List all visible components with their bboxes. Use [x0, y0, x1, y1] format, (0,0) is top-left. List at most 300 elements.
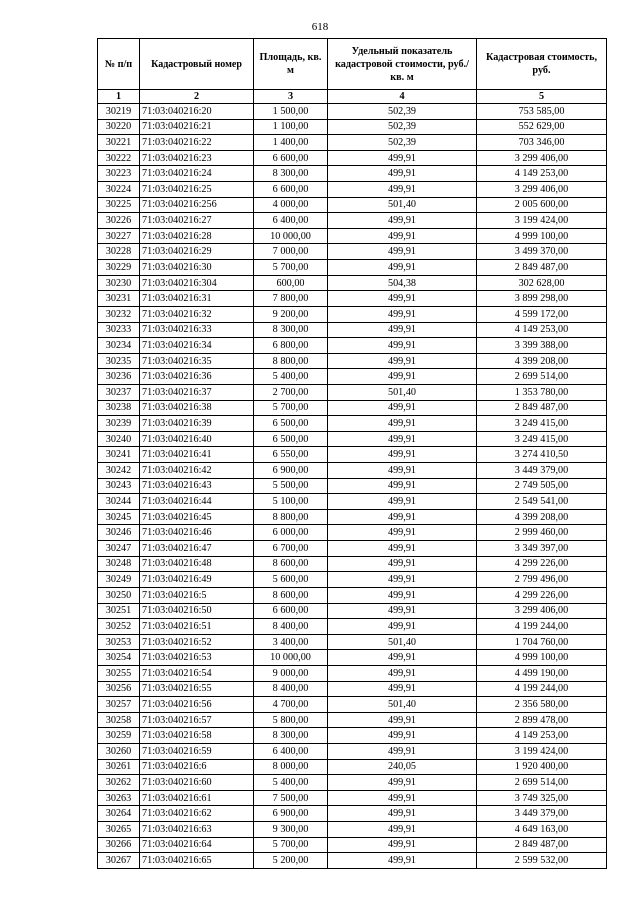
cadastral-value: 3 299 406,00 — [477, 603, 607, 619]
area: 9 000,00 — [254, 665, 328, 681]
table-row — [98, 619, 607, 635]
area: 1 500,00 — [254, 104, 328, 120]
cadastral-value: 4 999 100,00 — [477, 650, 607, 666]
cadastral-number: 71:03:040216:24 — [140, 166, 254, 182]
cadastral-number: 71:03:040216:27 — [140, 213, 254, 229]
row-index: 30251 — [98, 603, 140, 619]
cadastral-number: 71:03:040216:42 — [140, 463, 254, 479]
cadastral-number: 71:03:040216:59 — [140, 743, 254, 759]
unit-value: 501,40 — [328, 634, 477, 650]
area: 600,00 — [254, 275, 328, 291]
table-row — [98, 478, 607, 494]
table-row — [98, 525, 607, 541]
unit-value: 499,91 — [328, 525, 477, 541]
unit-value: 501,40 — [328, 197, 477, 213]
row-index: 30236 — [98, 369, 140, 385]
row-index: 30241 — [98, 447, 140, 463]
area: 6 900,00 — [254, 806, 328, 822]
area: 5 700,00 — [254, 260, 328, 276]
area: 6 500,00 — [254, 431, 328, 447]
cadastral-number: 71:03:040216:55 — [140, 681, 254, 697]
row-index: 30243 — [98, 478, 140, 494]
header-cadastral-number: Кадастровый номер — [140, 39, 254, 90]
cadastral-value: 2 749 505,00 — [477, 478, 607, 494]
area: 4 000,00 — [254, 197, 328, 213]
unit-value: 499,91 — [328, 369, 477, 385]
cadastral-number: 71:03:040216:23 — [140, 150, 254, 166]
column-number-row — [98, 90, 607, 104]
cadastral-number: 71:03:040216:256 — [140, 197, 254, 213]
table-row — [98, 291, 607, 307]
unit-value: 499,91 — [328, 822, 477, 838]
cadastral-number: 71:03:040216:32 — [140, 306, 254, 322]
cadastral-value: 4 599 172,00 — [477, 306, 607, 322]
unit-value: 501,40 — [328, 697, 477, 713]
row-index: 30256 — [98, 681, 140, 697]
table-row — [98, 665, 607, 681]
area: 8 300,00 — [254, 166, 328, 182]
cadastral-value: 2 005 600,00 — [477, 197, 607, 213]
unit-value: 499,91 — [328, 681, 477, 697]
row-index: 30255 — [98, 665, 140, 681]
area: 6 600,00 — [254, 182, 328, 198]
cadastral-number: 71:03:040216:51 — [140, 619, 254, 635]
unit-value: 502,39 — [328, 104, 477, 120]
table-row — [98, 743, 607, 759]
row-index: 30254 — [98, 650, 140, 666]
cadastral-value: 2 549 541,00 — [477, 494, 607, 510]
table-row — [98, 853, 607, 869]
area: 6 400,00 — [254, 213, 328, 229]
table-row — [98, 416, 607, 432]
cadastral-value: 3 299 406,00 — [477, 150, 607, 166]
unit-value: 502,39 — [328, 135, 477, 151]
unit-value: 499,91 — [328, 494, 477, 510]
cadastral-number: 71:03:040216:49 — [140, 572, 254, 588]
cadastral-number: 71:03:040216:6 — [140, 759, 254, 775]
cadastral-number: 71:03:040216:64 — [140, 837, 254, 853]
row-index: 30265 — [98, 822, 140, 838]
cadastral-value: 4 149 253,00 — [477, 728, 607, 744]
cadastral-value: 3 199 424,00 — [477, 213, 607, 229]
row-index: 30244 — [98, 494, 140, 510]
row-index: 30264 — [98, 806, 140, 822]
cadastral-number: 71:03:040216:38 — [140, 400, 254, 416]
cadastral-value-table — [97, 38, 607, 869]
cadastral-value: 2 699 514,00 — [477, 775, 607, 791]
table-row — [98, 228, 607, 244]
row-index: 30252 — [98, 619, 140, 635]
column-number: 4 — [328, 90, 477, 104]
cadastral-number: 71:03:040216:57 — [140, 712, 254, 728]
cadastral-number: 71:03:040216:25 — [140, 182, 254, 198]
area: 7 500,00 — [254, 790, 328, 806]
cadastral-value: 4 649 163,00 — [477, 822, 607, 838]
cadastral-value: 4 299 226,00 — [477, 587, 607, 603]
unit-value: 499,91 — [328, 775, 477, 791]
table-row — [98, 712, 607, 728]
area: 8 600,00 — [254, 587, 328, 603]
area: 8 600,00 — [254, 556, 328, 572]
cadastral-value: 4 299 226,00 — [477, 556, 607, 572]
cadastral-value: 2 899 478,00 — [477, 712, 607, 728]
unit-value: 499,91 — [328, 587, 477, 603]
column-number: 3 — [254, 90, 328, 104]
area: 5 400,00 — [254, 369, 328, 385]
cadastral-value: 2 849 487,00 — [477, 837, 607, 853]
unit-value: 499,91 — [328, 665, 477, 681]
unit-value: 499,91 — [328, 431, 477, 447]
area: 9 300,00 — [254, 822, 328, 838]
unit-value: 499,91 — [328, 650, 477, 666]
cadastral-number: 71:03:040216:35 — [140, 353, 254, 369]
table-row — [98, 400, 607, 416]
cadastral-value: 3 749 325,00 — [477, 790, 607, 806]
table-row — [98, 822, 607, 838]
cadastral-number: 71:03:040216:52 — [140, 634, 254, 650]
table-row — [98, 728, 607, 744]
area: 5 500,00 — [254, 478, 328, 494]
table-row — [98, 135, 607, 151]
area: 10 000,00 — [254, 650, 328, 666]
unit-value: 502,39 — [328, 119, 477, 135]
unit-value: 499,91 — [328, 166, 477, 182]
cadastral-value: 3 449 379,00 — [477, 806, 607, 822]
unit-value: 499,91 — [328, 806, 477, 822]
area: 6 600,00 — [254, 150, 328, 166]
unit-value: 499,91 — [328, 837, 477, 853]
cadastral-value: 3 499 370,00 — [477, 244, 607, 260]
area: 8 400,00 — [254, 619, 328, 635]
cadastral-number: 71:03:040216:40 — [140, 431, 254, 447]
cadastral-value: 703 346,00 — [477, 135, 607, 151]
unit-value: 499,91 — [328, 400, 477, 416]
unit-value: 499,91 — [328, 338, 477, 354]
table-row — [98, 353, 607, 369]
unit-value: 499,91 — [328, 712, 477, 728]
row-index: 30261 — [98, 759, 140, 775]
table-row — [98, 213, 607, 229]
row-index: 30266 — [98, 837, 140, 853]
row-index: 30228 — [98, 244, 140, 260]
cadastral-number: 71:03:040216:61 — [140, 790, 254, 806]
table-row — [98, 790, 607, 806]
unit-value: 499,91 — [328, 416, 477, 432]
area: 6 550,00 — [254, 447, 328, 463]
row-index: 30233 — [98, 322, 140, 338]
table-row — [98, 603, 607, 619]
cadastral-value: 4 499 190,00 — [477, 665, 607, 681]
cadastral-number: 71:03:040216:33 — [140, 322, 254, 338]
table-row — [98, 104, 607, 120]
table-row — [98, 447, 607, 463]
cadastral-value: 3 249 415,00 — [477, 416, 607, 432]
unit-value: 499,91 — [328, 213, 477, 229]
table-row — [98, 509, 607, 525]
cadastral-number: 71:03:040216:58 — [140, 728, 254, 744]
area: 5 800,00 — [254, 712, 328, 728]
cadastral-number: 71:03:040216:37 — [140, 384, 254, 400]
cadastral-value: 3 199 424,00 — [477, 743, 607, 759]
header-row — [98, 39, 607, 90]
page-number: 618 — [311, 21, 329, 33]
row-index: 30259 — [98, 728, 140, 744]
cadastral-number: 71:03:040216:43 — [140, 478, 254, 494]
unit-value: 499,91 — [328, 463, 477, 479]
unit-value: 499,91 — [328, 260, 477, 276]
table-row — [98, 275, 607, 291]
area: 5 100,00 — [254, 494, 328, 510]
area: 5 700,00 — [254, 400, 328, 416]
area: 1 100,00 — [254, 119, 328, 135]
table-row — [98, 384, 607, 400]
row-index: 30246 — [98, 525, 140, 541]
unit-value: 499,91 — [328, 322, 477, 338]
cadastral-value: 3 299 406,00 — [477, 182, 607, 198]
cadastral-number: 71:03:040216:47 — [140, 541, 254, 557]
cadastral-value: 4 149 253,00 — [477, 166, 607, 182]
table-row — [98, 119, 607, 135]
row-index: 30229 — [98, 260, 140, 276]
cadastral-number: 71:03:040216:36 — [140, 369, 254, 385]
cadastral-number: 71:03:040216:56 — [140, 697, 254, 713]
row-index: 30250 — [98, 587, 140, 603]
unit-value: 499,91 — [328, 556, 477, 572]
cadastral-value: 2 356 580,00 — [477, 697, 607, 713]
area: 8 300,00 — [254, 322, 328, 338]
area: 1 400,00 — [254, 135, 328, 151]
cadastral-value: 2 849 487,00 — [477, 400, 607, 416]
row-index: 30226 — [98, 213, 140, 229]
area: 8 800,00 — [254, 509, 328, 525]
area: 9 200,00 — [254, 306, 328, 322]
row-index: 30234 — [98, 338, 140, 354]
area: 6 000,00 — [254, 525, 328, 541]
area: 8 400,00 — [254, 681, 328, 697]
area: 6 900,00 — [254, 463, 328, 479]
cadastral-number: 71:03:040216:54 — [140, 665, 254, 681]
area: 7 800,00 — [254, 291, 328, 307]
cadastral-value: 2 999 460,00 — [477, 525, 607, 541]
cadastral-value: 4 199 244,00 — [477, 619, 607, 635]
cadastral-value: 2 699 514,00 — [477, 369, 607, 385]
table-row — [98, 322, 607, 338]
cadastral-number: 71:03:040216:31 — [140, 291, 254, 307]
cadastral-number: 71:03:040216:29 — [140, 244, 254, 260]
table-row — [98, 260, 607, 276]
row-index: 30242 — [98, 463, 140, 479]
column-number: 2 — [140, 90, 254, 104]
cadastral-value: 4 149 253,00 — [477, 322, 607, 338]
cadastral-number: 71:03:040216:62 — [140, 806, 254, 822]
cadastral-number: 71:03:040216:28 — [140, 228, 254, 244]
table-row — [98, 587, 607, 603]
row-index: 30223 — [98, 166, 140, 182]
area: 6 600,00 — [254, 603, 328, 619]
table-row — [98, 166, 607, 182]
row-index: 30227 — [98, 228, 140, 244]
unit-value: 499,91 — [328, 353, 477, 369]
row-index: 30221 — [98, 135, 140, 151]
cadastral-number: 71:03:040216:304 — [140, 275, 254, 291]
cadastral-number: 71:03:040216:46 — [140, 525, 254, 541]
unit-value: 504,38 — [328, 275, 477, 291]
cadastral-number: 71:03:040216:34 — [140, 338, 254, 354]
cadastral-number: 71:03:040216:30 — [140, 260, 254, 276]
row-index: 30231 — [98, 291, 140, 307]
table-row — [98, 463, 607, 479]
row-index: 30262 — [98, 775, 140, 791]
row-index: 30263 — [98, 790, 140, 806]
cadastral-value: 3 349 397,00 — [477, 541, 607, 557]
table-row — [98, 759, 607, 775]
cadastral-number: 71:03:040216:50 — [140, 603, 254, 619]
area: 8 800,00 — [254, 353, 328, 369]
column-number: 1 — [98, 90, 140, 104]
row-index: 30258 — [98, 712, 140, 728]
area: 5 700,00 — [254, 837, 328, 853]
unit-value: 499,91 — [328, 150, 477, 166]
header-area: Площадь, кв. м — [254, 39, 328, 90]
cadastral-value: 3 274 410,50 — [477, 447, 607, 463]
table-row — [98, 775, 607, 791]
cadastral-value: 3 249 415,00 — [477, 431, 607, 447]
area: 6 400,00 — [254, 743, 328, 759]
row-index: 30248 — [98, 556, 140, 572]
row-index: 30260 — [98, 743, 140, 759]
row-index: 30257 — [98, 697, 140, 713]
cadastral-number: 71:03:040216:63 — [140, 822, 254, 838]
unit-value: 499,91 — [328, 743, 477, 759]
unit-value: 499,91 — [328, 447, 477, 463]
table-row — [98, 634, 607, 650]
table-row — [98, 837, 607, 853]
row-index: 30232 — [98, 306, 140, 322]
cadastral-value: 4 199 244,00 — [477, 681, 607, 697]
cadastral-value: 4 399 208,00 — [477, 509, 607, 525]
area: 10 000,00 — [254, 228, 328, 244]
unit-value: 499,91 — [328, 853, 477, 869]
cadastral-number: 71:03:040216:44 — [140, 494, 254, 510]
table-row — [98, 572, 607, 588]
unit-value: 501,40 — [328, 384, 477, 400]
cadastral-value: 1 920 400,00 — [477, 759, 607, 775]
cadastral-number: 71:03:040216:21 — [140, 119, 254, 135]
unit-value: 499,91 — [328, 182, 477, 198]
table-row — [98, 150, 607, 166]
cadastral-value: 3 449 379,00 — [477, 463, 607, 479]
table-row — [98, 806, 607, 822]
unit-value: 499,91 — [328, 509, 477, 525]
unit-value: 499,91 — [328, 541, 477, 557]
cadastral-number: 71:03:040216:41 — [140, 447, 254, 463]
row-index: 30240 — [98, 431, 140, 447]
area: 8 000,00 — [254, 759, 328, 775]
area: 8 300,00 — [254, 728, 328, 744]
cadastral-value: 3 899 298,00 — [477, 291, 607, 307]
area: 2 700,00 — [254, 384, 328, 400]
cadastral-number: 71:03:040216:60 — [140, 775, 254, 791]
area: 5 400,00 — [254, 775, 328, 791]
unit-value: 499,91 — [328, 619, 477, 635]
unit-value: 499,91 — [328, 244, 477, 260]
unit-value: 499,91 — [328, 790, 477, 806]
column-number: 5 — [477, 90, 607, 104]
row-index: 30253 — [98, 634, 140, 650]
unit-value: 499,91 — [328, 228, 477, 244]
table-row — [98, 197, 607, 213]
table-row — [98, 338, 607, 354]
unit-value: 499,91 — [328, 572, 477, 588]
cadastral-number: 71:03:040216:48 — [140, 556, 254, 572]
table-row — [98, 369, 607, 385]
cadastral-value: 1 353 780,00 — [477, 384, 607, 400]
area: 5 600,00 — [254, 572, 328, 588]
table-row — [98, 650, 607, 666]
row-index: 30238 — [98, 400, 140, 416]
row-index: 30224 — [98, 182, 140, 198]
cadastral-value: 4 399 208,00 — [477, 353, 607, 369]
unit-value: 499,91 — [328, 306, 477, 322]
header-unit-value: Удельный показатель кадастровой стоимости, руб./кв. м — [328, 39, 477, 90]
table-row — [98, 697, 607, 713]
area: 6 500,00 — [254, 416, 328, 432]
cadastral-value: 3 399 388,00 — [477, 338, 607, 354]
cadastral-value: 552 629,00 — [477, 119, 607, 135]
cadastral-value: 2 849 487,00 — [477, 260, 607, 276]
row-index: 30219 — [98, 104, 140, 120]
table-row — [98, 681, 607, 697]
row-index: 30237 — [98, 384, 140, 400]
cadastral-value: 302 628,00 — [477, 275, 607, 291]
row-index: 30249 — [98, 572, 140, 588]
row-index: 30235 — [98, 353, 140, 369]
area: 5 200,00 — [254, 853, 328, 869]
cadastral-number: 71:03:040216:39 — [140, 416, 254, 432]
area: 3 400,00 — [254, 634, 328, 650]
row-index: 30220 — [98, 119, 140, 135]
cadastral-value: 1 704 760,00 — [477, 634, 607, 650]
cadastral-value: 2 599 532,00 — [477, 853, 607, 869]
cadastral-number: 71:03:040216:22 — [140, 135, 254, 151]
row-index: 30225 — [98, 197, 140, 213]
area: 7 000,00 — [254, 244, 328, 260]
header-cadastral-value: Кадастровая стоимость, руб. — [477, 39, 607, 90]
row-index: 30245 — [98, 509, 140, 525]
cadastral-number: 71:03:040216:53 — [140, 650, 254, 666]
unit-value: 499,91 — [328, 603, 477, 619]
row-index: 30230 — [98, 275, 140, 291]
area: 6 700,00 — [254, 541, 328, 557]
table-row — [98, 556, 607, 572]
header-index: № п/п — [98, 39, 140, 90]
row-index: 30247 — [98, 541, 140, 557]
cadastral-value: 753 585,00 — [477, 104, 607, 120]
area: 6 800,00 — [254, 338, 328, 354]
table-row — [98, 541, 607, 557]
cadastral-number: 71:03:040216:5 — [140, 587, 254, 603]
row-index: 30267 — [98, 853, 140, 869]
table-row — [98, 431, 607, 447]
cadastral-number: 71:03:040216:20 — [140, 104, 254, 120]
table-row — [98, 306, 607, 322]
unit-value: 499,91 — [328, 291, 477, 307]
row-index: 30222 — [98, 150, 140, 166]
area: 4 700,00 — [254, 697, 328, 713]
cadastral-value: 2 799 496,00 — [477, 572, 607, 588]
unit-value: 499,91 — [328, 478, 477, 494]
table-row — [98, 182, 607, 198]
